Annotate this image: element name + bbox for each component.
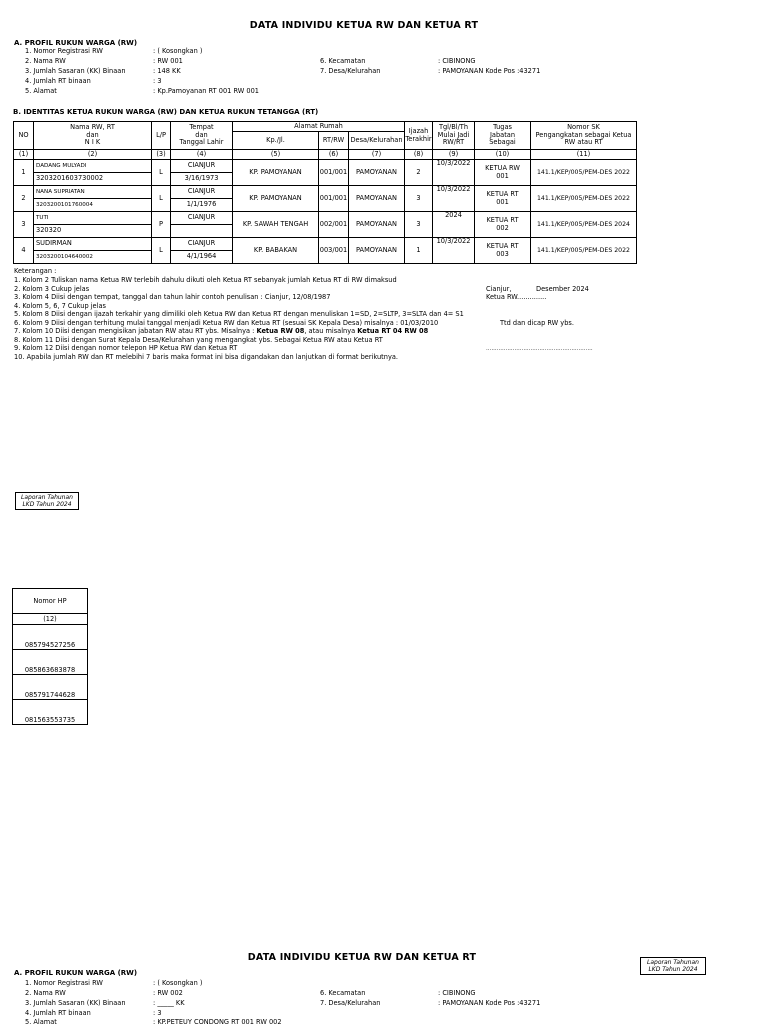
column-number: (9) xyxy=(433,150,475,160)
profile-label: 6. Kecamatan xyxy=(320,989,366,997)
profile-label: 6. Kecamatan xyxy=(320,57,366,65)
profile-label: 7. Desa/Kelurahan xyxy=(320,67,381,75)
cell-tgl: 10/3/2022 xyxy=(433,238,475,264)
profile-value: : 3 xyxy=(153,77,162,85)
profile-label: 7. Desa/Kelurahan xyxy=(320,999,381,1007)
note-line: 10. Apabila jumlah RW dan RT melebihi 7 baris maka format ini bisa digandakan dan lanjutkan di format berikutnya. xyxy=(14,353,398,361)
hp-value: 085794527256 xyxy=(13,625,88,650)
sign-line: ............................................................ xyxy=(486,346,593,352)
cell-sk: 141.1/KEP/005/PEM-DES 2022 xyxy=(531,160,637,186)
cell-rtrw: 001/001 xyxy=(319,160,349,186)
notes-title: Keterangan : xyxy=(14,267,57,275)
cell-tgl: 2024 xyxy=(433,212,475,238)
cell-tugas: KETUA RT 001 xyxy=(475,186,531,212)
profile-label: 2. Nama RW xyxy=(25,57,66,65)
hp-column-number: (12) xyxy=(13,614,88,625)
phone-table xyxy=(12,588,88,725)
header-no: NO xyxy=(14,122,34,150)
cell-desa: PAMOYANAN xyxy=(349,238,405,264)
cell-desa: PAMOYANAN xyxy=(349,212,405,238)
cell-lp: P xyxy=(152,212,171,238)
hp-value: 085791744628 xyxy=(13,675,88,700)
cell-kp: KP. BABAKAN xyxy=(233,238,319,264)
profile-value: : ( Kosongkan ) xyxy=(153,47,203,55)
column-number: (4) xyxy=(171,150,233,160)
column-number: (8) xyxy=(405,150,433,160)
cell-name: DADANG MULYADI xyxy=(34,160,152,173)
column-number: (10) xyxy=(475,150,531,160)
column-number: (3) xyxy=(152,150,171,160)
hp-header: Nomor HP xyxy=(13,589,88,614)
profile-label: 5. Alamat xyxy=(25,87,57,95)
profile-value: : RW 002 xyxy=(153,989,183,997)
profile-value: : PAMOYANAN Kode Pos :43271 xyxy=(438,999,541,1007)
cell-nik: 3203200101760004 xyxy=(34,199,152,212)
header-ijazah: Ijazah Terakhir xyxy=(405,122,433,150)
column-number: (11) xyxy=(531,150,637,160)
cell-desa: PAMOYANAN xyxy=(349,186,405,212)
cell-ijazah: 1 xyxy=(405,238,433,264)
note-line: 5. Kolom 8 Diisi dengan ijazah terkahir yang dimiliki oleh Ketua RW dan Ketua RT dengan menuliskan 1=SD, 2=SLTP, 3=SLTA dan 4= S1 xyxy=(14,310,464,318)
profile-label: 1. Nomor Registrasi RW xyxy=(25,979,103,987)
cell-lp: L xyxy=(152,238,171,264)
table-row xyxy=(14,238,637,251)
hp-value: 085863683878 xyxy=(13,650,88,675)
profile-value: : RW 001 xyxy=(153,57,183,65)
cell-place: CIANJUR xyxy=(171,186,233,199)
profile-value: : PAMOYANAN Kode Pos :43271 xyxy=(438,67,541,75)
header-desa: Desa/Kelurahan xyxy=(349,132,405,150)
cell-nik: 3203201603730002 xyxy=(34,173,152,186)
section-b-title: B. IDENTITAS KETUA RUKUN WARGA (RW) DAN KETUA RUKUN TETANGGA (RT) xyxy=(13,108,319,116)
profile-value: : CIBINONG xyxy=(438,989,476,997)
cell-lp: L xyxy=(152,186,171,212)
cell-place: CIANJUR xyxy=(171,212,233,225)
cell-place: CIANJUR xyxy=(171,238,233,251)
cell-sk: 141.1/KEP/005/PEM-DES 2022 xyxy=(531,238,637,264)
note-line: 4. Kolom 5, 6, 7 Cukup jelas xyxy=(14,302,106,310)
cell-rtrw: 001/001 xyxy=(319,186,349,212)
cell-rtrw: 003/001 xyxy=(319,238,349,264)
page-title: DATA INDIVIDU KETUA RW DAN KETUA RT xyxy=(249,20,479,31)
note-line: 8. Kolom 11 Diisi dengan Surat Kepala Desa/Kelurahan yang mengangkat ybs. Sebagai Ketua RW atau Ketua RT xyxy=(14,336,383,344)
sign-role: Ketua RW.............. xyxy=(486,293,547,301)
profile-value: : 148 KK xyxy=(153,67,181,75)
profile-label: 3. Jumlah Sasaran (KK) Binaan xyxy=(25,999,126,1007)
header-tgl: Tgl/Bl/Th Mulai Jadi RW/RT xyxy=(433,122,475,150)
cell-ijazah: 3 xyxy=(405,212,433,238)
profile-label: 1. Nomor Registrasi RW xyxy=(25,47,103,55)
column-number: (6) xyxy=(319,150,349,160)
header-lp: L/P xyxy=(152,122,171,150)
column-number: (7) xyxy=(349,150,405,160)
header-nama: Nama RW, RT dan N I K xyxy=(34,122,152,150)
profile-value: : 3 xyxy=(153,1009,162,1017)
profile-value: : CIBINONG xyxy=(438,57,476,65)
profile-label: 4. Jumlah RT binaan xyxy=(25,1009,91,1017)
table-row xyxy=(14,160,637,173)
profile-label: 5. Alamat xyxy=(25,1018,57,1026)
profile-value: : _____ KK xyxy=(153,999,185,1007)
identity-table xyxy=(13,121,637,264)
note-line: 7. Kolom 10 Diisi dengan mengisikan jabatan RW atau RT ybs. Misalnya : Ketua RW 08, atau misalnya Ketua RT 04 RW 08 xyxy=(14,327,429,335)
header-ttl: Tempat dan Tanggal Lahir xyxy=(171,122,233,150)
column-number: (1) xyxy=(14,150,34,160)
report-stamp: Laporan Tahunan LKD Tahun 2024 xyxy=(15,492,79,510)
cell-no: 1 xyxy=(14,160,34,186)
cell-sk: 141.1/KEP/005/PEM-DES 2024 xyxy=(531,212,637,238)
cell-no: 2 xyxy=(14,186,34,212)
cell-name: TUTI xyxy=(34,212,152,225)
header-tugas: Tugas Jabatan Sebagai xyxy=(475,122,531,150)
cell-ijazah: 2 xyxy=(405,160,433,186)
cell-no: 4 xyxy=(14,238,34,264)
column-number: (5) xyxy=(233,150,319,160)
cell-desa: PAMOYANAN xyxy=(349,160,405,186)
page2-section-a-title: A. PROFIL RUKUN WARGA (RW) xyxy=(14,969,138,977)
cell-tugas: KETUA RT 002 xyxy=(475,212,531,238)
profile-label: 3. Jumlah Sasaran (KK) Binaan xyxy=(25,67,126,75)
cell-kp: KP. PAMOYANAN xyxy=(233,160,319,186)
sign-note: Ttd dan dicap RW ybs. xyxy=(500,319,574,327)
header-rtrw: RT/RW xyxy=(319,132,349,150)
header-kp: Kp./Jl. xyxy=(233,132,319,150)
table-row xyxy=(14,186,637,199)
note-line: 3. Kolom 4 Diisi dengan tempat, tanggal dan tahun lahir contoh penulisan : Cianjur, 12/08/1987 xyxy=(14,293,331,301)
profile-label: 2. Nama RW xyxy=(25,989,66,997)
cell-dob: 4/1/1964 xyxy=(171,251,233,264)
note-line: 1. Kolom 2 Tuliskan nama Ketua RW terlebih dahulu dikuti oleh Ketua RT sebanyak jumlah Ketua RT di RW dimaksud xyxy=(14,276,397,284)
note-line: 2. Kolom 3 Cukup jelas xyxy=(14,285,90,293)
header-sk: Nomor SK Pengangkatan sebagai Ketua RW atau RT xyxy=(531,122,637,150)
profile-value: : Kp.Pamoyanan RT 001 RW 001 xyxy=(153,87,259,95)
hp-value: 081563553735 xyxy=(13,700,88,725)
profile-label: 4. Jumlah RT binaan xyxy=(25,77,91,85)
cell-nik: 320320 xyxy=(34,225,152,238)
cell-tugas: KETUA RT 003 xyxy=(475,238,531,264)
cell-nik: 3203200104640002 xyxy=(34,251,152,264)
cell-tgl: 10/3/2022 xyxy=(433,160,475,186)
note-line: 9. Kolom 12 Diisi dengan nomor telepon HP Ketua RW dan Ketua RT xyxy=(14,344,238,352)
note-line: 6. Kolom 9 Diisi dengan terhitung mulai tanggal menjadi Ketua RW dan Ketua RT (sesuai SK Kepala Desa) misalnya : 01/03/2010 xyxy=(14,319,439,327)
sign-date: Desember 2024 xyxy=(536,285,589,293)
cell-rtrw: 002/001 xyxy=(319,212,349,238)
cell-tugas: KETUA RW 001 xyxy=(475,160,531,186)
cell-tgl: 10/3/2022 xyxy=(433,186,475,212)
cell-name: SUDIRMAN xyxy=(34,238,152,251)
cell-ijazah: 3 xyxy=(405,186,433,212)
column-number: (2) xyxy=(34,150,152,160)
cell-lp: L xyxy=(152,160,171,186)
cell-sk: 141.1/KEP/005/PEM-DES 2022 xyxy=(531,186,637,212)
cell-kp: KP. SAWAH TENGAH xyxy=(233,212,319,238)
cell-no: 3 xyxy=(14,212,34,238)
profile-value: : KP.PETEUY CONDONG RT 001 RW 002 xyxy=(153,1018,282,1026)
cell-kp: KP. PAMOYANAN xyxy=(233,186,319,212)
cell-name: NANA SUPRIATAN xyxy=(34,186,152,199)
cell-dob: 3/16/1973 xyxy=(171,173,233,186)
cell-dob xyxy=(171,225,233,238)
section-a-title: A. PROFIL RUKUN WARGA (RW) xyxy=(14,39,138,47)
table-row xyxy=(14,212,637,225)
page2-report-stamp: Laporan Tahunan LKD Tahun 2024 xyxy=(640,957,706,975)
cell-dob: 1/1/1976 xyxy=(171,199,233,212)
profile-value: : ( Kosongkan ) xyxy=(153,979,203,987)
sign-place: Cianjur, xyxy=(486,285,512,293)
page2-title: DATA INDIVIDU KETUA RW DAN KETUA RT xyxy=(247,952,477,963)
cell-place: CIANJUR xyxy=(171,160,233,173)
header-alamat: Alamat Rumah xyxy=(233,122,405,132)
